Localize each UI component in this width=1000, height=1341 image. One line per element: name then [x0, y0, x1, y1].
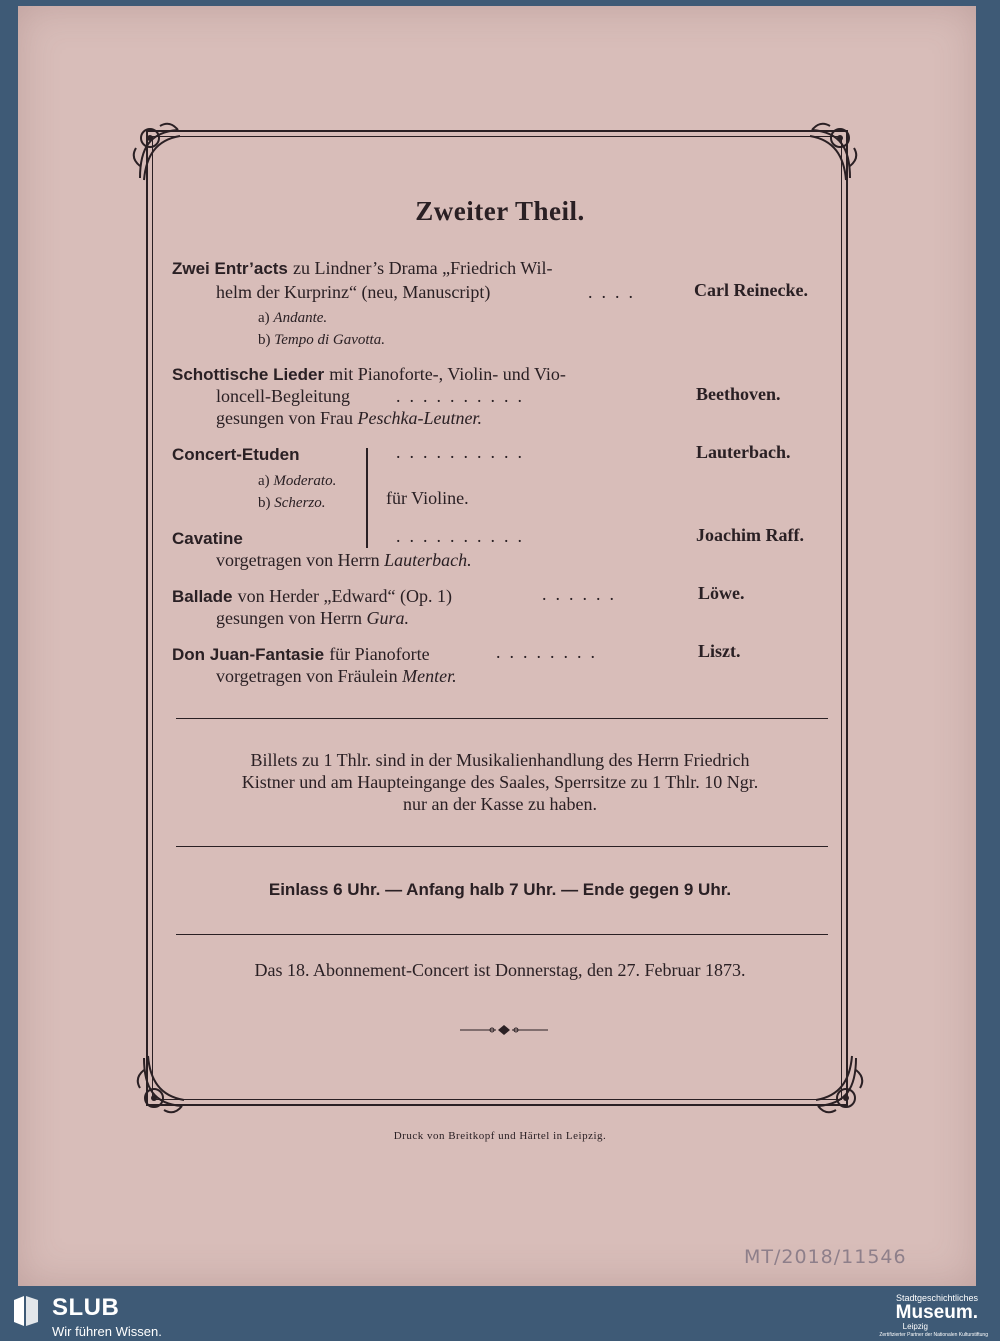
movement — [258, 473, 336, 490]
slub-logo-icon — [12, 1296, 40, 1326]
leader-dots: ........ — [496, 642, 604, 662]
composer: Joachim Raff. — [696, 525, 804, 545]
museum-city: Leipzig — [902, 1322, 928, 1331]
part-title: Zweiter Theil. — [415, 196, 585, 226]
performer-name: Lauterbach. — [384, 550, 472, 570]
performer-prefix: gesungen von Herrn — [216, 608, 362, 628]
divider — [176, 846, 828, 847]
work-description: mit Pianoforte-, Violin- und Vio- — [329, 364, 566, 384]
program-item — [172, 644, 430, 665]
museum-label: Stadtgeschichtliches — [895, 1293, 978, 1303]
composer: Liszt. — [698, 641, 741, 661]
leader-dots: .......... — [396, 386, 531, 406]
museum-name: Museum. — [895, 1302, 978, 1323]
work-description: für Pianoforte — [329, 644, 430, 664]
leader-dots: ...... — [542, 584, 623, 604]
corner-ornament-icon — [796, 1048, 866, 1118]
printer-imprint: Druck von Breitkopf und Härtel in Leipzig. — [393, 1130, 607, 1142]
work-title: Don Juan-Fantasie — [172, 645, 325, 664]
movement-name: Moderato. — [273, 473, 337, 489]
work-title: Ballade — [172, 587, 233, 606]
work-description: von Herder „Edward“ (Op. 1) — [237, 586, 452, 606]
work-title: Cavatine — [172, 529, 243, 548]
performer-line — [216, 608, 409, 629]
next-concert-notice: Das 18. Abonnement-Concert ist Donnerstag, den 27. Februar 1873. — [254, 960, 746, 980]
composer: Löwe. — [698, 583, 745, 603]
work-title: Concert-Etuden — [172, 445, 300, 464]
shelfmark: MT/2018/11546 — [744, 1246, 907, 1268]
composer: Lauterbach. — [696, 442, 791, 462]
instrument-note: für Violine. — [386, 488, 469, 508]
leader-dots: .......... — [396, 442, 531, 462]
flourish-icon — [460, 1024, 548, 1036]
performer-prefix: vorgetragen von Herrn — [216, 550, 380, 570]
movement — [258, 495, 326, 512]
performer-prefix: gesungen von Frau — [216, 408, 353, 428]
work-description-cont: loncell-Begleitung — [216, 386, 350, 406]
leader-dots: .......... — [396, 526, 531, 546]
performer-line — [216, 666, 457, 687]
performer-line — [216, 408, 482, 429]
composer: Carl Reinecke. — [694, 280, 808, 300]
corner-ornament-icon — [134, 1048, 204, 1118]
tickets-line: Kistner und am Haupteingange des Saales, Sperrsitze zu 1 Thlr. 10 Ngr. — [241, 772, 759, 792]
movement — [258, 332, 385, 349]
performer-line — [216, 550, 472, 571]
movement-name: Tempo di Gavotta. — [274, 332, 385, 348]
movement-mark: b) — [258, 332, 271, 348]
program-item — [172, 586, 452, 607]
movement — [258, 310, 327, 327]
movement-name: Scherzo. — [274, 495, 326, 511]
work-description-cont: helm der Kurprinz“ (neu, Manuscript) — [216, 282, 491, 302]
performer-name: Peschka-Leutner. — [357, 408, 482, 428]
work-title: Schottische Lieder — [172, 365, 325, 384]
program-item — [172, 364, 566, 385]
movement-mark: a) — [258, 310, 270, 326]
corner-ornament-icon — [790, 118, 860, 188]
composer: Beethoven. — [696, 384, 781, 404]
tickets-line: nur an der Kasse zu haben. — [403, 794, 597, 814]
grouping-brace — [366, 448, 378, 548]
corner-ornament-icon — [130, 118, 200, 188]
museum-certification: Zertifizierter Partner der Nationalen Kulturstiftung — [879, 1332, 988, 1338]
work-description: zu Lindner’s Drama „Friedrich Wil- — [292, 258, 553, 278]
movement-mark: a) — [258, 473, 270, 489]
performer-name: Gura. — [366, 608, 409, 628]
performer-prefix: vorgetragen von Fräulein — [216, 666, 398, 686]
slub-tagline: Wir führen Wissen. — [52, 1324, 162, 1339]
program-item — [172, 258, 553, 279]
tickets-line: Billets zu 1 Thlr. sind in der Musikalienhandlung des Herrn Friedrich — [250, 750, 750, 770]
divider — [176, 934, 828, 935]
slub-name: SLUB — [52, 1294, 120, 1321]
divider — [176, 718, 828, 719]
movement-mark: b) — [258, 495, 271, 511]
work-title: Zwei Entr’acts — [172, 259, 288, 278]
movement-name: Andante. — [273, 310, 328, 326]
performer-name: Menter. — [402, 666, 457, 686]
leader-dots: .... — [588, 282, 642, 302]
admission-times: Einlass 6 Uhr. — Anfang halb 7 Uhr. — Ende gegen 9 Uhr. — [268, 880, 732, 899]
